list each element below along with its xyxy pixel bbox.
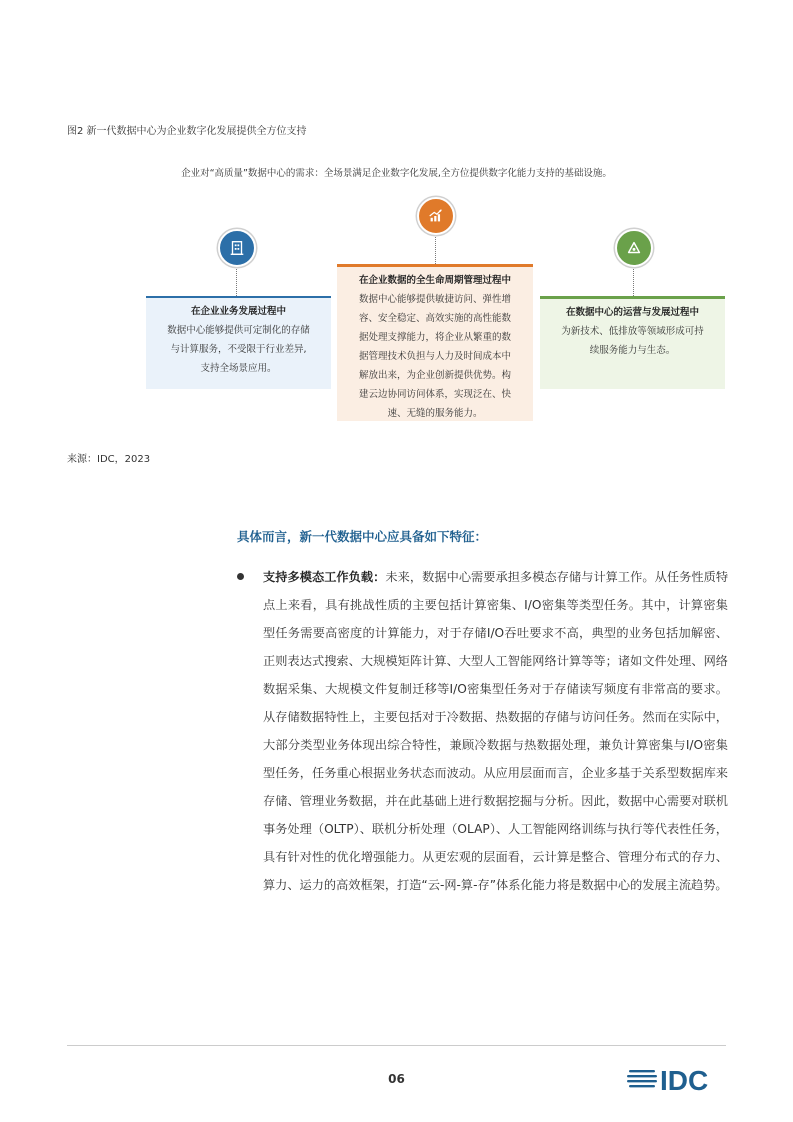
figure-caption: 图2 新一代数据中心为企业数字化发展提供全方位支持 (67, 126, 307, 137)
bullet-paragraph (263, 563, 728, 899)
card-line: 建云边协同访问体系，实现泛在、快 (358, 389, 511, 400)
connector-left (236, 264, 237, 296)
card-data-lifecycle (337, 264, 533, 421)
svg-text:IDC: IDC (660, 1065, 709, 1096)
card-operations (540, 296, 725, 389)
card-line: 速、无缝的服务能力。 (387, 408, 483, 419)
card-line: 续服务能力与生态。 (589, 345, 676, 356)
idc-logo (627, 1062, 727, 1096)
bullet-dot (237, 573, 244, 580)
source-note: 来源：IDC，2023 (67, 454, 151, 465)
card-line: 据处理支撑能力，将企业从繁重的数 (358, 332, 511, 343)
card-business-development (146, 296, 331, 389)
connector-center (435, 232, 436, 264)
section-heading: 具体而言，新一代数据中心应具备如下特征： (237, 529, 488, 544)
card-line: 容、安全稳定、高效实施的高性能数 (358, 313, 511, 324)
card-line: 据管理技术负担与人力及时间成本中 (358, 351, 511, 362)
bullet-text: 未来，数据中心需要承担多模态存储与计算工作。从任务性质特点上来看，具有挑战性质的主要包括计算密集、I/O密集等类型任务。其中，计算密集型任务需要高密度的计算能力，对于存储I/O吞吐要求不高，典型的业务包括加解密、正则表达式搜索、大规模矩阵计算、大型人工智能网络计算等等；诸如文件处理、网络数据采集、大规模文件复制迁移等I/O密集型任务对于存储读写频度有非常高的要求。从存储数据特性上，主要包括对于冷数据、热数据的存储与访问任务。然而在实际中，大部分类型业务体现出综合特性，兼顾冷数据与热数据处理，兼负计算密集与I/O密集型任务，任务重心根据业务状态而波动。从应用层面而言，企业多基于关系型数据库来存储、管理业务数据，并在此基础上进行数据挖掘与分析。因此，数据中心需要对联机事务处理（OLTP）、联机分析处理（OLAP）、人工智能网络训练与执行等代表性任务，具有针对性的优化增强能力。从更宏观的层面看，云计算是整合、管理分布式的存力、算力、运力的高效框架，打造“云-网-算-存”体系化能力将是数据中心的发展主流趋势。 (263, 570, 729, 892)
recycle-icon (615, 229, 653, 267)
bullet-lead: 支持多模态工作负载： (263, 570, 386, 584)
connector-right (633, 264, 634, 296)
growth-chart-icon (417, 197, 455, 235)
card-line: 数据中心能够提供可定制化的存储 (167, 325, 310, 336)
card-title: 在企业数据的全生命周期管理过程中 (358, 275, 511, 286)
card-line: 支持全场景应用。 (200, 363, 277, 374)
footer-divider (67, 1045, 726, 1046)
card-line: 为新技术、低排放等领域形成可持 (561, 326, 704, 337)
figure-subtitle: 企业对“高质量”数据中心的需求：全场景满足企业数字化发展,全方位提供数字化能力支持的基础设施。 (181, 168, 612, 179)
page-number: 06 (388, 1072, 405, 1086)
card-line: 解放出来，为企业创新提供优势。构 (358, 370, 511, 381)
card-line: 与计算服务，不受限于行业差异, (170, 344, 307, 355)
card-title: 在数据中心的运营与发展过程中 (565, 307, 699, 318)
card-title: 在企业业务发展过程中 (190, 306, 286, 317)
card-line: 数据中心能够提供敏捷访问、弹性增 (358, 294, 511, 305)
building-icon (218, 229, 256, 267)
